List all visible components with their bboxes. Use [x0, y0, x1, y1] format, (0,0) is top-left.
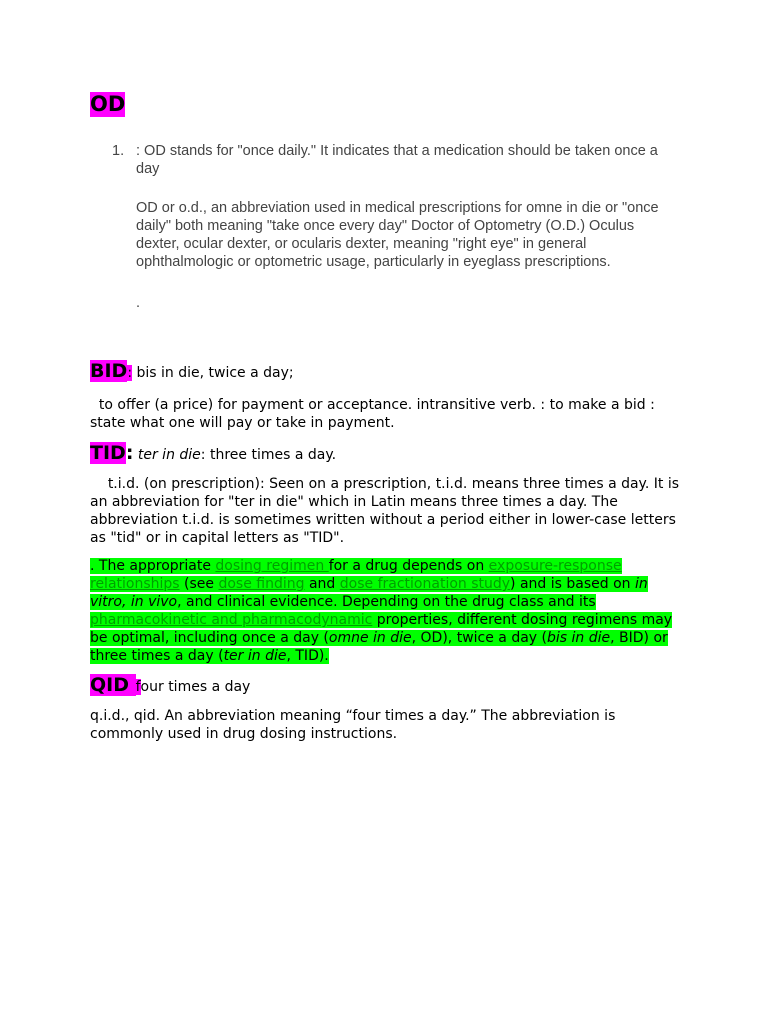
qid-definition: our times a day — [140, 679, 251, 695]
bid-heading-line — [90, 362, 680, 382]
link-dose-finding[interactable]: dose finding — [218, 576, 305, 592]
link-pk-pd[interactable]: pharmacokinetic and pharmacodynamic — [90, 612, 373, 628]
regimen-text-2: for a drug depends on — [328, 558, 489, 574]
od-heading: OD — [90, 92, 126, 116]
list-number: 1. — [112, 143, 125, 159]
tid-heading-line — [90, 444, 680, 464]
od-trailing-period: . — [136, 295, 141, 311]
od-definition: : OD stands for "once daily." It indicates that a medication should be taken once a day — [136, 143, 658, 177]
regimen-italic-ter: ter in die — [223, 648, 287, 664]
qid-text: q.i.d., qid. An abbreviation meaning “four times a day.” The abbreviation is commonly used in drug dosing instructions. — [90, 708, 616, 742]
od-details: OD or o.d., an abbreviation used in medical prescriptions for omne in die or "once daily" both meaning "take once every day" Doctor of Optometry (O.D.) Oculus dexter, ocular dexter, or ocularis dexter, meaning "right eye" in general ophthalmologic or optometric usage, particularly in eyeglass prescriptions. — [136, 200, 659, 270]
regimen-italic-omne: omne in die — [328, 630, 412, 646]
link-dosing-regimen[interactable]: dosing regimen — [215, 558, 329, 574]
bid-colon: : — [127, 365, 133, 381]
tid-definition: : three times a day. — [200, 447, 337, 463]
tid-heading: TID — [90, 442, 126, 464]
regimen-italic-bis: bis in die — [547, 630, 611, 646]
regimen-text-8: , OD), twice a day ( — [411, 630, 547, 646]
link-dose-fractionation[interactable]: dose fractionation study — [339, 576, 511, 592]
regimen-text-6: , and clinical evidence. Depending on the drug class and its — [177, 594, 596, 610]
qid-first-letter: f — [135, 679, 141, 695]
qid-heading-line — [90, 676, 680, 696]
link-exposure-response[interactable]: exposure-response relationships — [90, 558, 622, 592]
regimen-text-5: ) and is based on — [510, 576, 635, 592]
regimen-text-9: , BID) or three times a day ( — [90, 630, 668, 664]
bid-heading: BID — [90, 360, 128, 382]
regimen-text-10: , TID). — [286, 648, 329, 664]
regimen-text-7: properties, different dosing regimens may be optimal, including once a day ( — [90, 612, 673, 646]
tid-colon: : — [125, 442, 134, 464]
regimen-text-3: (see — [179, 576, 219, 592]
regimen-text-1: . The appropriate — [90, 558, 216, 574]
tid-text: t.i.d. (on prescription): Seen on a prescription, t.i.d. means three times a day. It is an abbreviation for "ter in die" which in Latin means three times a day. The abbreviation t.i.d. is sometimes written without a period either in lower-case letters as "tid" or in capital letters as "TID". — [90, 476, 684, 546]
dosing-regimen-paragraph — [90, 557, 680, 665]
regimen-text-4: and — [304, 576, 340, 592]
regimen-italic-vitro: in vitro, in vivo — [90, 576, 648, 610]
tid-latin: ter in die — [137, 447, 201, 463]
bid-definition: bis in die, twice a day; — [132, 365, 294, 381]
qid-heading: QID — [90, 674, 136, 696]
bid-text: to offer (a price) for payment or acceptance. intransitive verb. : to make a bid : state what one will pay or take in payment. — [90, 397, 660, 431]
